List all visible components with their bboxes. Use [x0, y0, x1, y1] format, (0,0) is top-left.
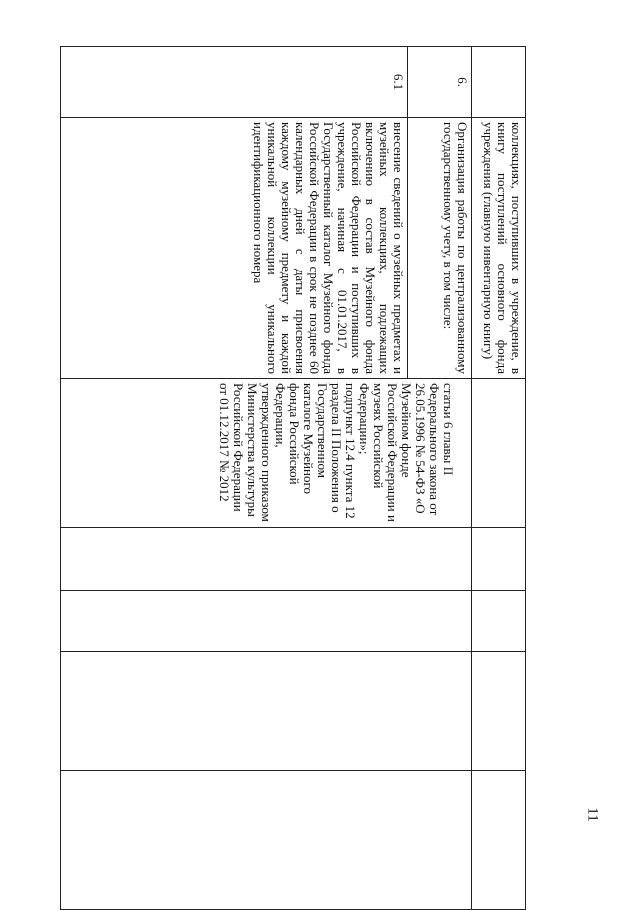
table-row	[472, 47, 526, 910]
empty-cell	[472, 771, 526, 910]
document-table-rotated	[60, 46, 526, 846]
legal-basis-cell	[61, 379, 472, 528]
row-number-cell: 6.	[407, 47, 471, 118]
legal-basis-text-part2: подпункт 12.4 пункта 12 раздела II Положения о Государственном каталоге Музейного фонда Российской Федерации, утвержденного приказом Министерства культуры Российской Федерации от 01.12.2017 № 2012	[216, 383, 358, 522]
empty-cell	[472, 652, 526, 771]
requirements-table	[60, 46, 526, 910]
empty-cell	[61, 652, 472, 771]
row-number-cell	[472, 47, 526, 118]
item-description-cell: внесение сведений о музейных предметах и музейных коллекциях, подлежащих включению в состав Музейного фонда Российской Федерации и поступивших в учреждение, начиная с 01.01.2017, в Государственный каталог Музейного фонда Российской Федерации в срок не позднее 60 календарных дней с даты присвоения каждому музейному предмету и каждой уникальной коллекции уникального идентификационного номера	[61, 118, 408, 379]
empty-cell	[61, 591, 472, 652]
legal-basis-text-part1: статьи 6 главы II Федерального закона от 26.05.1996 № 54-ФЗ «О Музейном фонде Российской Федерации и музеях Российской Федерации»;	[356, 383, 457, 522]
row-number-cell: 6.1	[61, 47, 408, 118]
table-row	[407, 47, 471, 910]
item-description-cell: коллекциях, поступивших в учреждение, в книгу поступлений основного фонда учреждения (главную инвентарную книгу)	[472, 118, 526, 379]
empty-cell	[472, 528, 526, 591]
page-number: 11	[584, 807, 601, 822]
item-description-cell: Организация работы по централизованному государственному учету, в том числе:	[407, 118, 471, 379]
empty-cell	[61, 771, 472, 910]
empty-cell	[472, 591, 526, 652]
empty-cell	[61, 528, 472, 591]
legal-basis-cell	[472, 379, 526, 528]
